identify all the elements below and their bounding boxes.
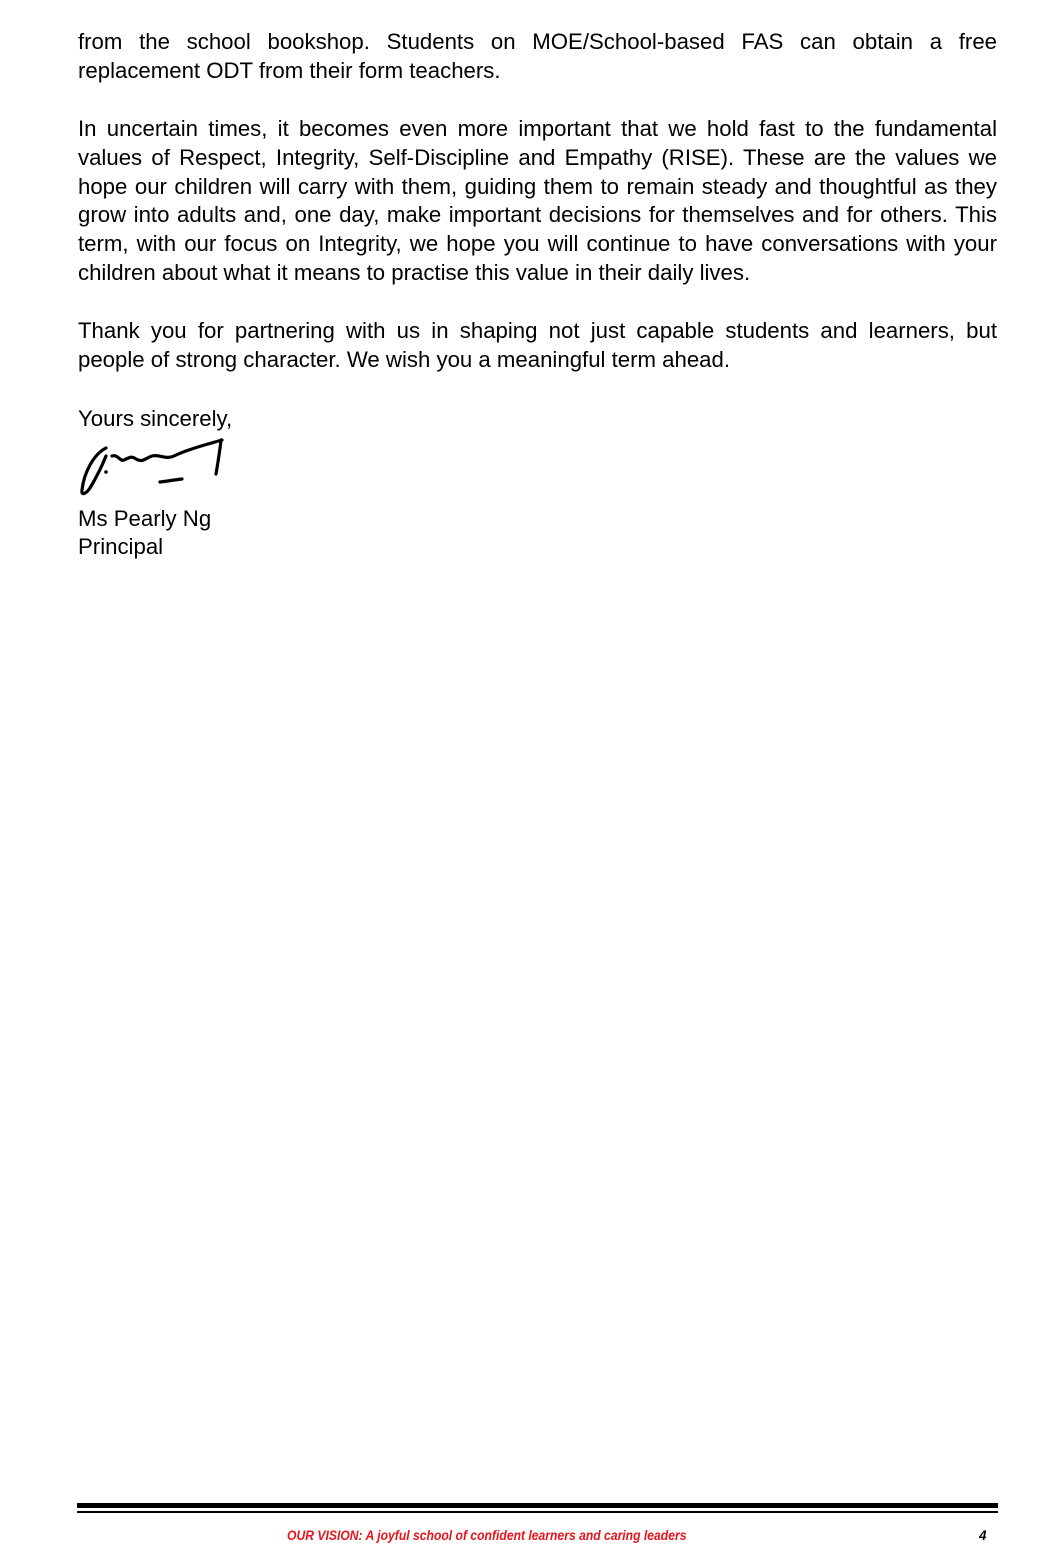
footer-vision-statement: OUR VISION: A joyful school of confident learners and caring leaders [287, 1528, 687, 1543]
handwritten-signature [76, 432, 226, 502]
footer-divider-thin [77, 1511, 998, 1513]
closing-salutation: Yours sincerely, [78, 406, 233, 431]
letter-body [78, 28, 997, 375]
paragraph-odt-replacement: from the school bookshop. Students on MOE/School-based FAS can obtain a free replacement ODT from their form teachers. [78, 29, 997, 83]
paragraph-thank-you: Thank you for partnering with us in shaping not just capable students and learners, but people of strong character. We wish you a meaningful term ahead. [78, 318, 997, 372]
page-number: 4 [979, 1528, 987, 1543]
footer-divider-thick [77, 1503, 998, 1508]
signature-image [76, 432, 226, 502]
paragraph-rise-values: In uncertain times, it becomes even more important that we hold fast to the fundamental values of Respect, Integrity, Self-Discipline and Empathy (RISE). These are the values we hope our children will carry with them, guiding them to remain steady and thoughtful as they grow into adults and, one day, make important decisions for themselves and for others. This term, with our focus on Integrity, we hope you will continue to have conversations with your children about what it means to practise this value in their daily lives. [78, 115, 997, 286]
signer-title: Principal [78, 534, 164, 559]
signer-name: Ms Pearly Ng [78, 506, 212, 531]
